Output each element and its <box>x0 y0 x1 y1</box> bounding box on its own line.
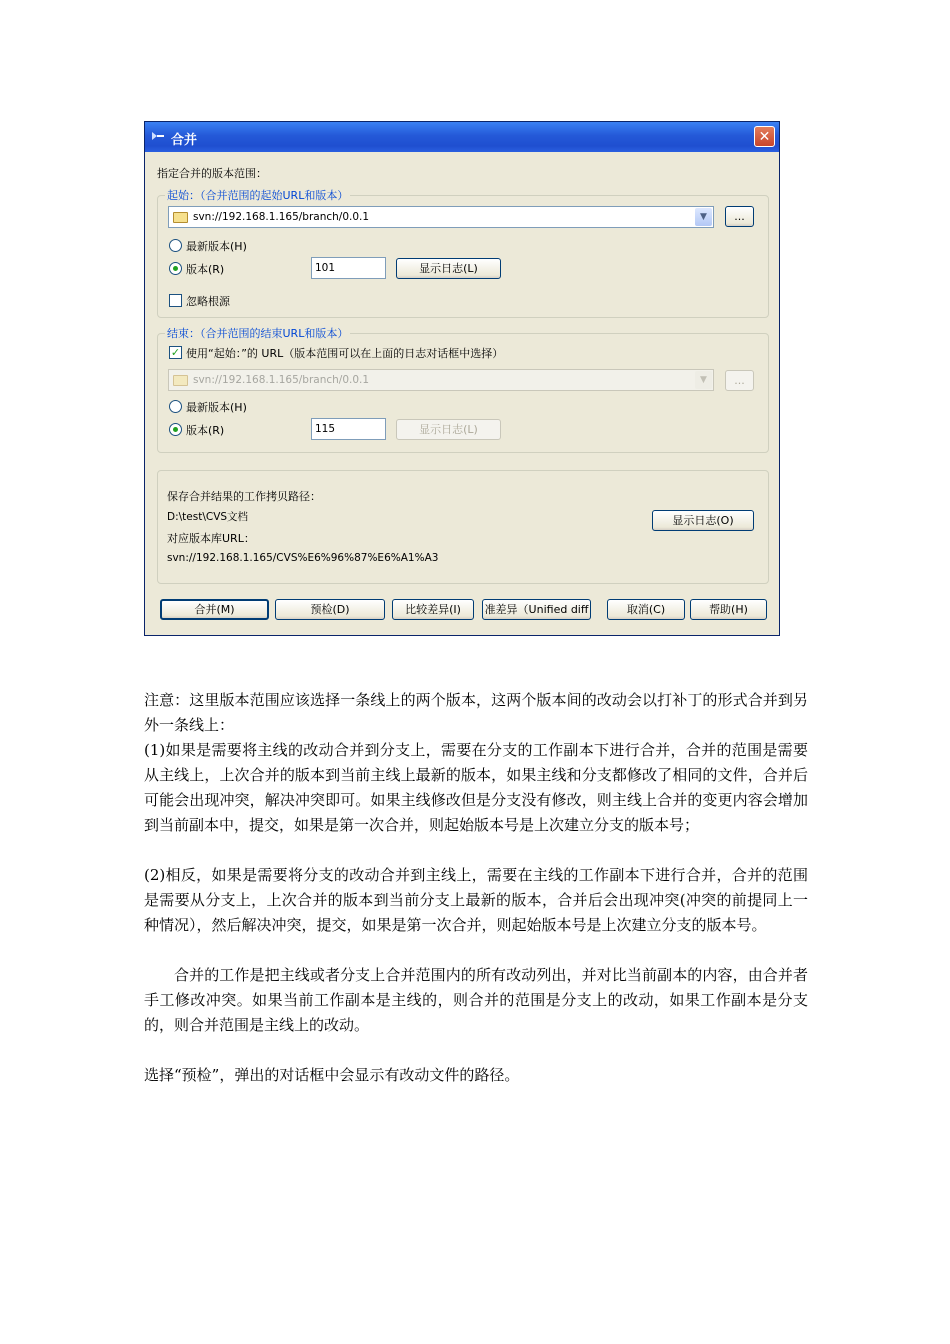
merge-button[interactable]: 合并(M) <box>160 599 269 620</box>
diff-button[interactable]: 比较差异(I) <box>392 599 474 620</box>
start-browse-button[interactable]: ... <box>725 206 754 227</box>
ignore-ancestry-checkbox[interactable] <box>169 294 182 307</box>
end-legend: 结束：（合并范围的结束URL和版本） <box>167 327 349 340</box>
repo-url-value: svn://192.168.1.165/CVS%E6%96%87%E6%A1%A3 <box>167 552 439 564</box>
close-icon: ✕ <box>758 129 771 145</box>
end-url-text: svn://192.168.1.165/branch/0.0.1 <box>193 374 370 386</box>
unified-diff-button[interactable]: 准差异（Unified diff <box>482 599 591 620</box>
end-url-combo[interactable] <box>168 369 714 391</box>
start-revision-radio[interactable] <box>169 262 182 275</box>
end-showlog-button[interactable]: 显示日志(L) <box>396 419 501 440</box>
start-url-combo[interactable] <box>168 206 714 228</box>
chevron-down-icon[interactable]: ▼ <box>695 208 712 226</box>
start-head-radio[interactable] <box>169 239 182 252</box>
start-showlog-button[interactable]: 显示日志(L) <box>396 258 501 279</box>
title-bar <box>145 122 779 152</box>
use-from-url-checkbox[interactable]: ✓ <box>170 346 181 359</box>
end-revision-input[interactable]: 115 <box>311 418 386 440</box>
start-revision-input[interactable]: 101 <box>311 257 386 279</box>
chevron-down-icon[interactable]: ▼ <box>695 371 712 389</box>
close-button[interactable] <box>754 126 775 147</box>
end-revision-label: 版本(R) <box>186 424 225 437</box>
dry-run-paragraph: 选择“预检”，弹出的对话框中会显示有改动文件的路径。 <box>144 1066 520 1084</box>
working-copy-path: D:\test\CVS文档 <box>167 511 249 523</box>
help-button[interactable]: 帮助(H) <box>690 599 767 620</box>
case-one-paragraph: (1)如果是需要将主线的改动合并到分支上，需要在分支的工作副本下进行合并，合并的范围是需要从主线上，上次合并的版本到当前主线上最新的版本，如果主线和分支都修改了相同的文件，合并后可能会出现冲突，解决冲突即可。如果主线修改但是分支没有修改，则主线上合并的变更内容会增加到当前副本中，提交，如果是第一次合并，则起始版本号是上次建立分支的版本号； <box>144 741 808 834</box>
note-paragraph: 注意：这里版本范围应该选择一条线上的两个版本，这两个版本间的改动会以打补丁的形式合并到另外一条线上： <box>144 691 808 734</box>
merge-dialog <box>144 121 780 636</box>
working-copy-label: 保存合并结果的工作拷贝路径： <box>167 490 321 503</box>
end-browse-button[interactable]: ... <box>725 370 754 391</box>
dry-run-button[interactable]: 预检(D) <box>275 599 385 620</box>
start-revision-label: 版本(R) <box>186 263 225 276</box>
start-url-text: svn://192.168.1.165/branch/0.0.1 <box>193 211 370 223</box>
repo-url-label: 对应版本库URL： <box>167 532 255 545</box>
working-copy-showlog-button[interactable]: 显示日志(O) <box>652 510 754 531</box>
use-from-url-label: 使用“起始：”的 URL（版本范围可以在上面的日志对话框中选择） <box>186 347 504 360</box>
folder-icon <box>173 212 188 223</box>
start-head-label: 最新版本(H) <box>186 240 247 253</box>
folder-icon <box>173 375 188 386</box>
cancel-button[interactable]: 取消(C) <box>607 599 685 620</box>
dialog-title: 合并 <box>171 133 198 148</box>
end-revision-radio[interactable] <box>169 423 182 436</box>
range-label: 指定合并的版本范围： <box>157 167 267 180</box>
merge-work-paragraph: 合并的工作是把主线或者分支上合并范围内的所有改动列出，并对比当前副本的内容，由合并者手工修改冲突。如果当前工作副本是主线的，则合并的范围是分支上的改动，如果工作副本是分支的，则合并范围是主线上的改动。 <box>144 966 808 1034</box>
start-legend: 起始：（合并范围的起始URL和版本） <box>167 189 349 202</box>
merge-app-icon <box>151 130 165 142</box>
ignore-ancestry-label: 忽略根源 <box>186 295 230 308</box>
end-head-label: 最新版本(H) <box>186 401 247 414</box>
case-two-paragraph: (2)相反，如果是需要将分支的改动合并到主线上，需要在主线的工作副本下进行合并，合并的范围是需要从分支上，上次合并的版本到当前分支上最新的版本，合并后会出现冲突(冲突的前提同上一种情况），然后解决冲突，提交，如果是第一次合并，则起始版本号是上次建立分支的版本号。 <box>144 866 808 934</box>
end-head-radio[interactable] <box>169 400 182 413</box>
